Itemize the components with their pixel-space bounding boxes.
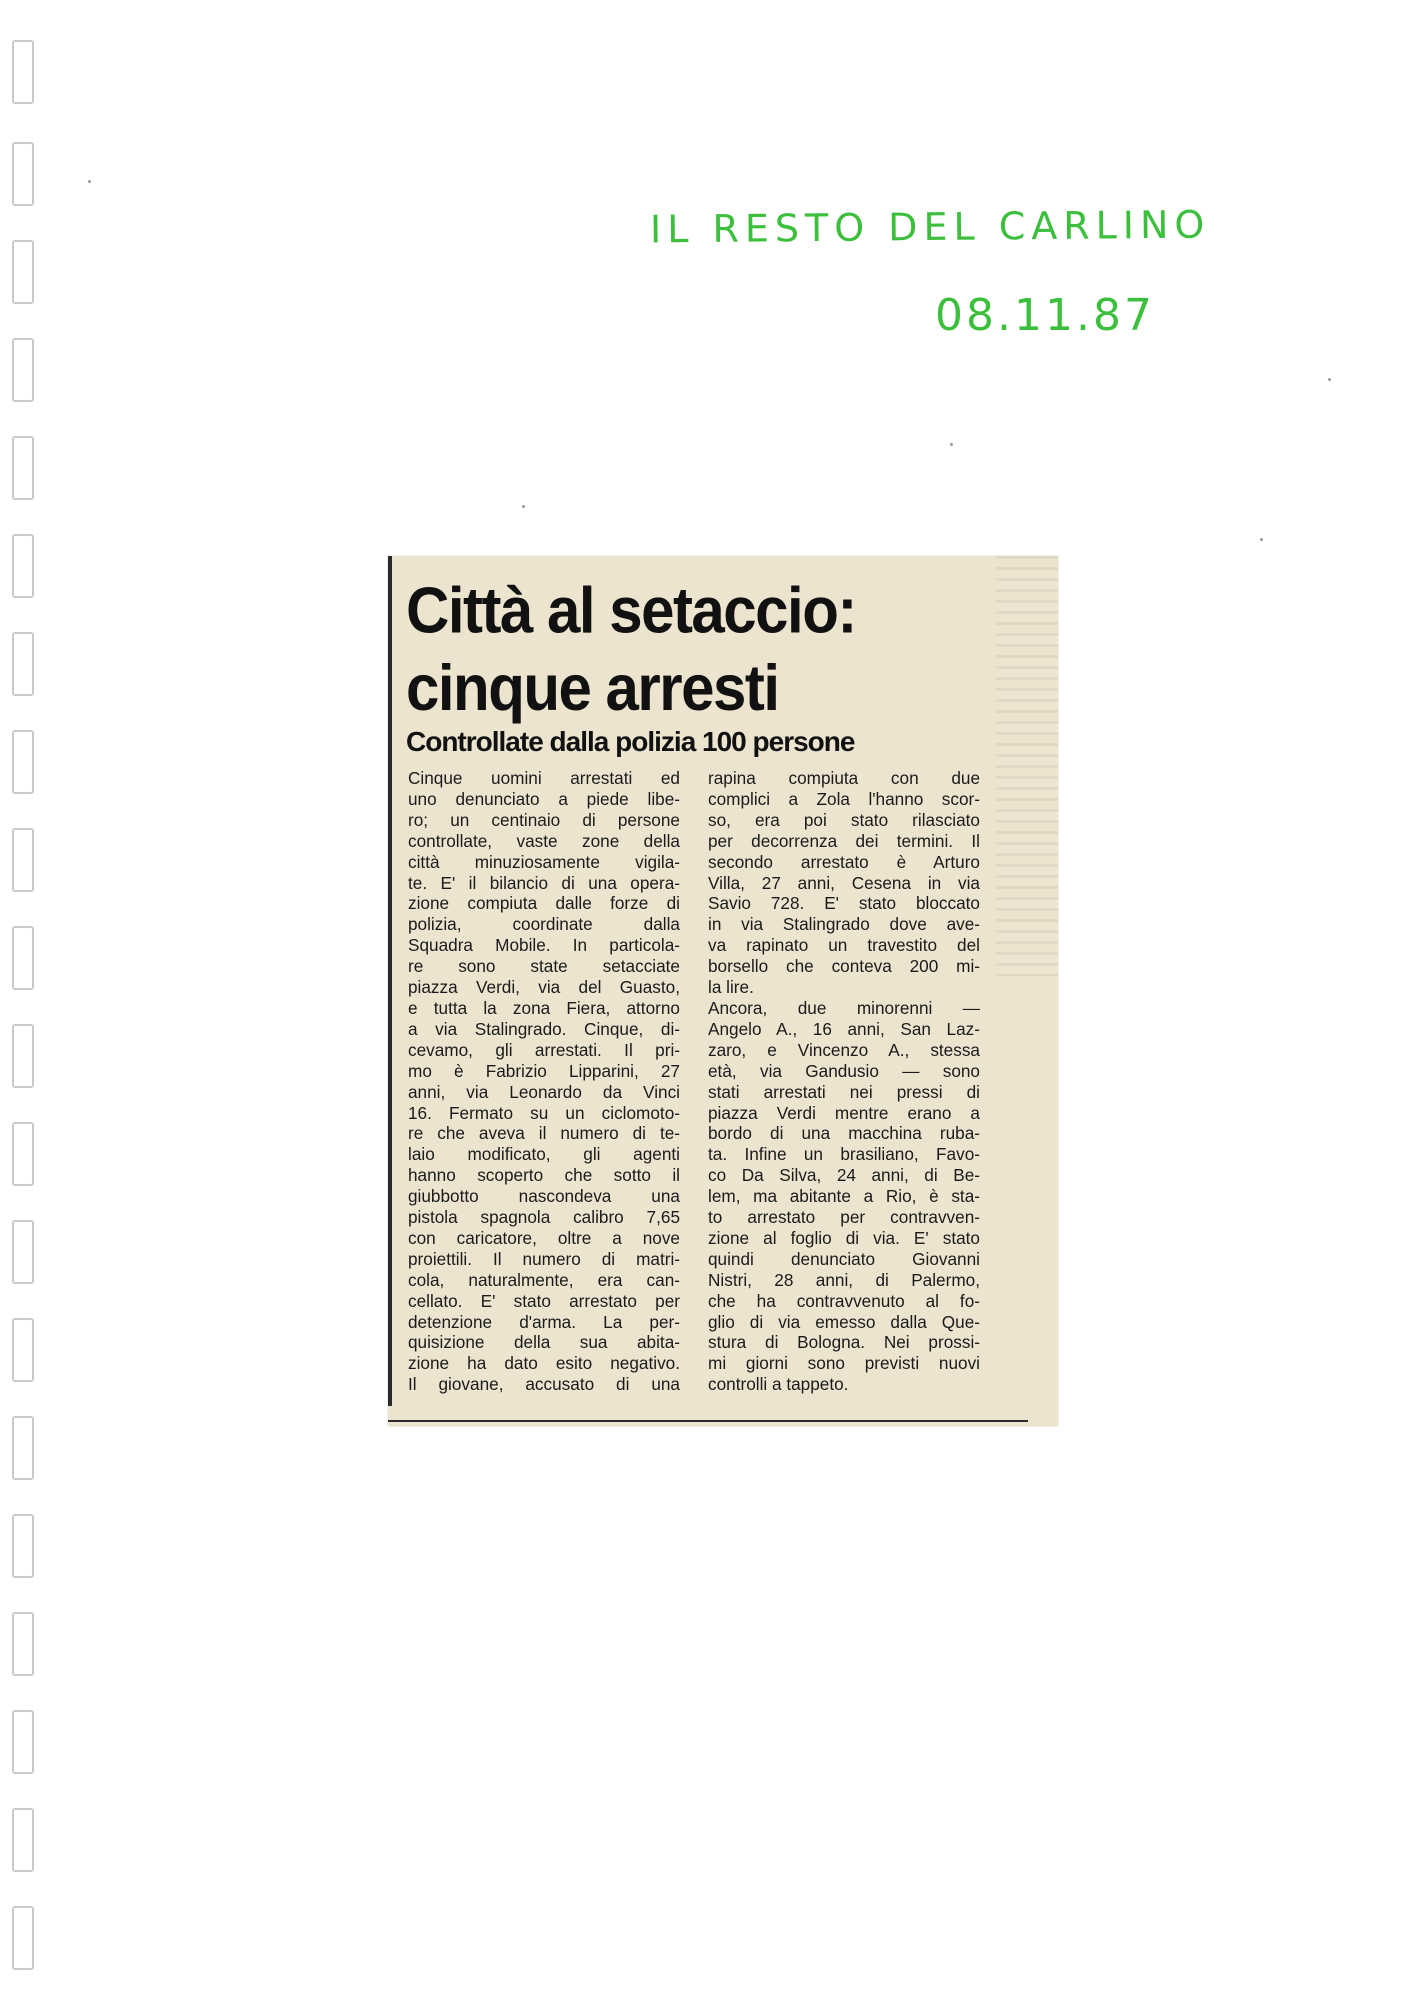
text-line: stura di Bologna. Nei prossi-	[708, 1332, 980, 1353]
text-line: con caricatore, oltre a nove	[408, 1227, 680, 1248]
scan-speck	[88, 180, 91, 183]
text-line: quindi denunciato Giovanni	[708, 1248, 980, 1269]
text-line: cellato. E' stato arrestato per	[408, 1290, 680, 1311]
text-line: hanno scoperto che sotto il	[408, 1165, 680, 1186]
text-line: zione ha dato esito negativo.	[408, 1353, 680, 1374]
binder-hole	[12, 926, 34, 990]
text-line: zaro, e Vincenzo A., stessa	[708, 1039, 980, 1060]
binder-hole	[12, 730, 34, 794]
scan-speck	[1328, 378, 1331, 381]
text-line: la lire.	[708, 977, 754, 998]
text-line: zione al foglio di via. E' stato	[708, 1227, 980, 1248]
text-line: rapina compiuta con due	[708, 768, 980, 788]
text-line: quisizione della sua abita-	[408, 1332, 680, 1353]
text-line: zione compiuta dalle forze di	[408, 893, 680, 914]
text-line: a via Stalingrado. Cinque, di-	[408, 1018, 680, 1039]
binder-hole	[12, 338, 34, 402]
text-line: cevamo, gli arrestati. Il pri-	[408, 1039, 680, 1060]
text-line: va rapinato un travestito del	[708, 935, 980, 956]
text-line: Squadra Mobile. In particola-	[408, 935, 680, 956]
text-line: stati arrestati nei pressi di	[708, 1081, 980, 1102]
scan-speck	[1260, 538, 1263, 541]
text-line: età, via Gandusio — sono	[708, 1060, 980, 1081]
text-line: lem, ma abitante a Rio, è sta-	[708, 1186, 980, 1207]
text-line: 16. Fermato su un ciclomoto-	[408, 1102, 680, 1123]
text-line: so, era poi stato rilasciato	[708, 809, 980, 830]
handwritten-source: IL RESTO DEL CARLINO	[649, 202, 1211, 252]
text-line: anni, via Leonardo da Vinci	[408, 1081, 680, 1102]
binder-hole	[12, 1024, 34, 1088]
text-line: Angelo A., 16 anni, San Laz-	[708, 1018, 980, 1039]
binder-holes	[12, 0, 40, 2000]
text-line: bordo di una macchina ruba-	[708, 1123, 980, 1144]
headline-line: cinque arresti	[406, 651, 779, 725]
text-line: proiettili. Il numero di matri-	[408, 1248, 680, 1269]
text-line: detenzione d'arma. La per-	[408, 1311, 680, 1332]
text-line: piazza Verdi mentre erano a	[708, 1102, 980, 1123]
binder-hole	[12, 828, 34, 892]
text-line: che ha contravvenuto al fo-	[708, 1290, 980, 1311]
binder-hole	[12, 1906, 34, 1970]
binder-hole	[12, 1612, 34, 1676]
text-line: re sono state setacciate	[408, 956, 680, 977]
text-line: re che aveva il numero di te-	[408, 1123, 680, 1144]
text-line: borsello che conteva 200 mi-	[708, 956, 980, 977]
text-line: Villa, 27 anni, Cesena in via	[708, 872, 980, 893]
article-column-1	[408, 768, 680, 1395]
binder-hole	[12, 1514, 34, 1578]
binder-hole	[12, 40, 34, 104]
column-rule	[388, 556, 392, 1406]
text-line: controllate, vaste zone della	[408, 830, 680, 851]
article-column-2	[708, 768, 980, 1395]
text-line: polizia, coordinate dalla	[408, 914, 680, 935]
text-line: Cinque uomini arrestati ed	[408, 768, 680, 788]
text-line: controlli a tappeto.	[708, 1374, 849, 1395]
handwritten-date: 08.11.87	[935, 290, 1155, 341]
text-line: città minuziosamente vigila-	[408, 851, 680, 872]
headline-line: Città al setaccio:	[406, 574, 856, 647]
text-line: per decorrenza dei termini. Il	[708, 830, 980, 851]
text-line: giubbotto nascondeva una	[408, 1186, 680, 1207]
binder-hole	[12, 1220, 34, 1284]
text-line: in via Stalingrado dove ave-	[708, 914, 980, 935]
binder-hole	[12, 534, 34, 598]
text-line: piazza Verdi, via del Guasto,	[408, 977, 680, 998]
text-line: laio modificato, gli agenti	[408, 1144, 680, 1165]
text-line: mi giorni sono previsti nuovi	[708, 1353, 980, 1374]
binder-hole	[12, 632, 34, 696]
headline	[406, 572, 1006, 728]
binder-hole	[12, 1122, 34, 1186]
scan-speck	[950, 443, 953, 446]
text-line: co Da Silva, 24 anni, di Be-	[708, 1165, 980, 1186]
text-line: te. E' il bilancio di una opera-	[408, 872, 680, 893]
binder-hole	[12, 1416, 34, 1480]
text-line: to arrestato per contravven-	[708, 1207, 980, 1228]
binder-hole	[12, 240, 34, 304]
binder-hole	[12, 142, 34, 206]
text-line: e tutta la zona Fiera, attorno	[408, 997, 680, 1018]
text-line: ro; un centinaio di persone	[408, 809, 680, 830]
newspaper-clipping	[388, 556, 1058, 1426]
binder-hole	[12, 1808, 34, 1872]
text-line: secondo arrestato è Arturo	[708, 851, 980, 872]
text-line: uno denunciato a piede libe-	[408, 788, 680, 809]
text-line: pistola spagnola calibro 7,65	[408, 1207, 680, 1228]
text-line: ta. Infine un brasiliano, Favo-	[708, 1144, 980, 1165]
binder-hole	[12, 1710, 34, 1774]
text-line: Ancora, due minorenni —	[708, 997, 980, 1018]
text-line: Savio 728. E' stato bloccato	[708, 893, 980, 914]
text-line: cola, naturalmente, era can-	[408, 1269, 680, 1290]
text-line: Il giovane, accusato di una	[408, 1374, 680, 1395]
text-line: Nistri, 28 anni, di Palermo,	[708, 1269, 980, 1290]
scan-speck	[522, 505, 525, 508]
text-line: mo è Fabrizio Lipparini, 27	[408, 1060, 680, 1081]
binder-hole	[12, 1318, 34, 1382]
text-line: complici a Zola l'hanno scor-	[708, 788, 980, 809]
bottom-rule	[388, 1420, 1028, 1422]
subtitle: Controllate dalla polizia 100 persone	[406, 726, 855, 757]
text-line: glio di via emesso dalla Que-	[708, 1311, 980, 1332]
binder-hole	[12, 436, 34, 500]
